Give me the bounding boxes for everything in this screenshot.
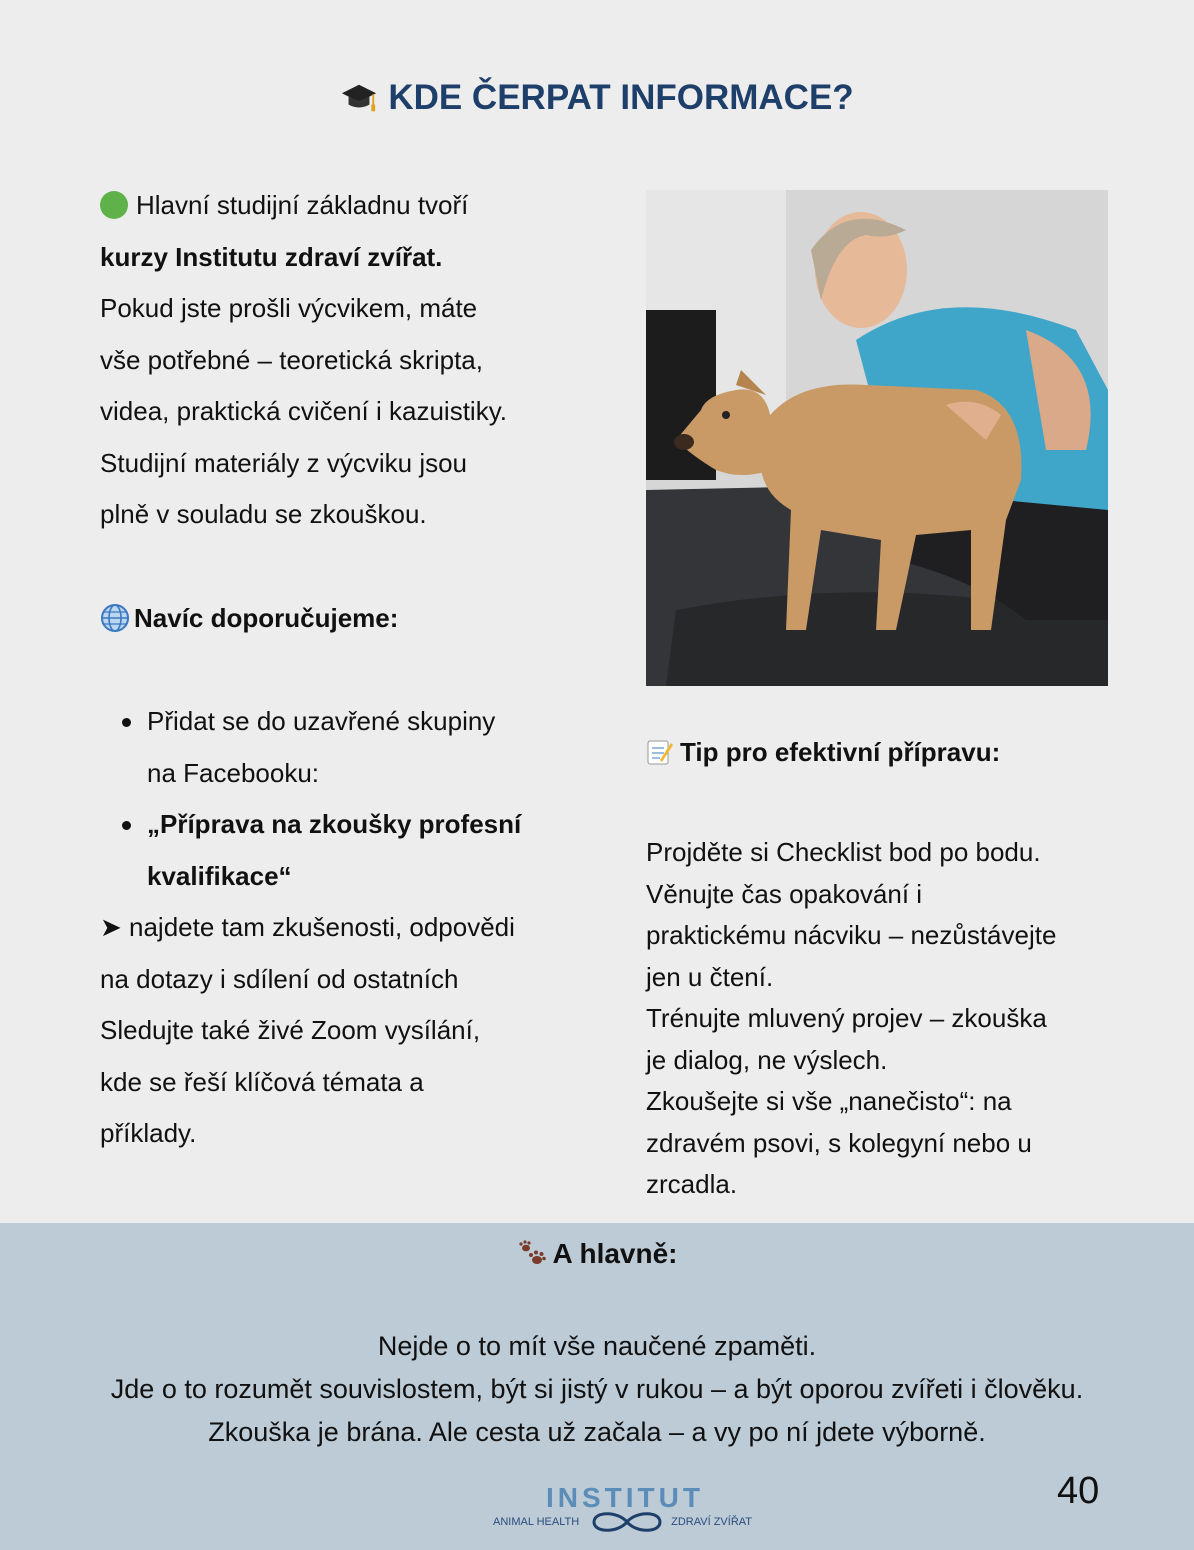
conclusion-line: Jde o to rozumět souvislostem, být si jistý v rukou – a být oporou zvířeti i člověku. <box>110 1374 1084 1404</box>
after-line: Sledujte také živé Zoom vysílání, <box>100 1015 481 1045</box>
intro-bold: kurzy Institutu zdraví zvířat. <box>100 241 443 272</box>
tip-line: praktickému nácviku – nezůstávejte <box>646 920 1057 950</box>
paragraph-line: vše potřebné – teoretická skripta, <box>100 344 483 375</box>
logo-word: INSTITUT <box>546 1482 704 1513</box>
tip-heading: Tip pro efektivní přípravu: <box>646 726 1136 778</box>
intro-line: Hlavní studijní základnu tvoří <box>100 180 590 232</box>
logo-right-text: ZDRAVÍ ZVÍŘAT <box>671 1516 752 1528</box>
tip-line: Zkoušejte si vše „nanečisto“: na <box>646 1086 1012 1116</box>
conclusion-line: Nejde o to mít vše naučené zpaměti. <box>377 1331 817 1361</box>
conclusion-heading: A hlavně: <box>0 1238 1194 1270</box>
institute-logo <box>490 1482 760 1538</box>
paw-prints-icon <box>517 1239 547 1269</box>
infinity-icon <box>588 1509 666 1535</box>
photo-woman-with-bulldog <box>646 190 1108 686</box>
right-column <box>646 726 1136 1206</box>
left-column <box>100 180 590 1160</box>
graduation-cap-icon <box>340 79 378 117</box>
tip-line: zrcadla. <box>646 1169 738 1199</box>
tip-line: zdravém psovi, s kolegyní nebo u <box>646 1127 1032 1158</box>
after-line: ➤ najdete tam zkušenosti, odpovědi <box>100 912 515 942</box>
list-item: „Příprava na zkoušky profesní kvalifikace“ <box>147 799 590 902</box>
memo-icon <box>646 738 674 766</box>
tip-line: Projděte si Checklist bod po bodu. <box>646 837 1041 867</box>
page-number: 40 <box>1057 1470 1100 1512</box>
tip-line: Věnujte čas opakování i <box>646 878 923 909</box>
green-circle-icon <box>100 191 128 219</box>
after-line: kde se řeší klíčová témata a <box>100 1066 424 1097</box>
paragraph-line: plně v souladu se zkouškou. <box>100 499 427 529</box>
conclusion-text <box>0 1325 1194 1454</box>
recommend-list <box>100 696 590 902</box>
tip-line: jen u čtení. <box>646 961 774 992</box>
after-line: příklady. <box>100 1118 197 1148</box>
paragraph-line: Studijní materiály z výcviku jsou <box>100 447 468 478</box>
list-item: Přidat se do uzavřené skupiny na Facebooku: <box>147 696 590 799</box>
page-title-text: KDE ČERPAT INFORMACE? <box>388 78 854 117</box>
recommend-heading: Navíc doporučujeme: <box>100 593 590 645</box>
paragraph-line: Pokud jste prošli výcvikem, máte <box>100 293 478 323</box>
tip-line: Trénujte mluvený projev – zkouška <box>646 1003 1047 1033</box>
tip-line: je dialog, ne výslech. <box>646 1044 888 1075</box>
logo-left-text: ANIMAL HEALTH <box>493 1516 580 1528</box>
after-line: na dotazy i sdílení od ostatních <box>100 963 459 994</box>
paragraph-line: videa, praktická cvičení i kazuistiky. <box>100 396 507 426</box>
page-title <box>0 78 1194 118</box>
globe-icon <box>100 603 130 633</box>
conclusion-line: Zkouška je brána. Ale cesta už začala – a vy po ní jdete výborně. <box>208 1417 986 1447</box>
